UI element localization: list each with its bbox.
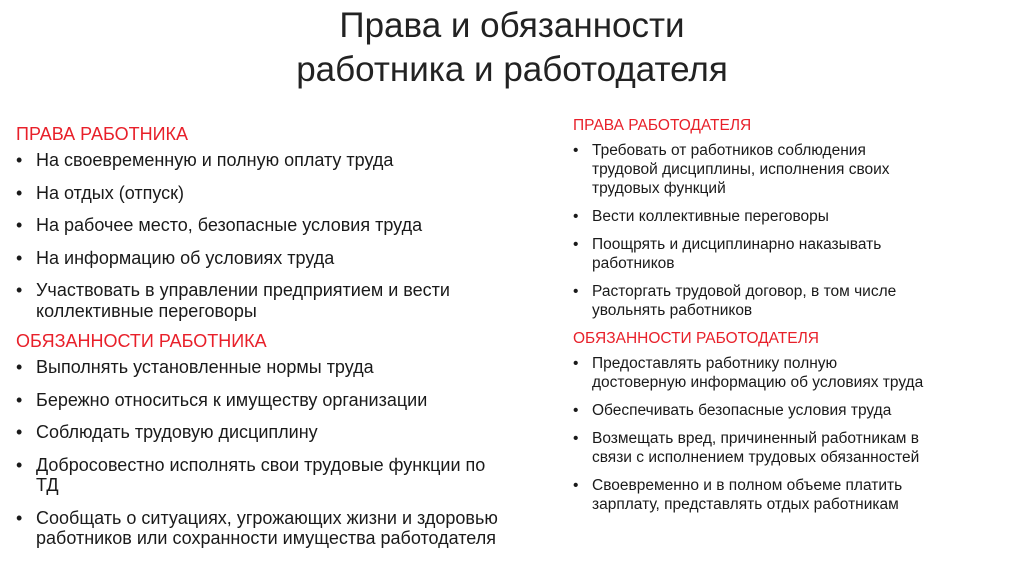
employee-column — [16, 122, 606, 561]
list-item: • На информацию об условиях труда — [16, 248, 606, 269]
employee-duties-list — [16, 357, 606, 549]
list-item: • Своевременно и в полном объеме платить зарплату, представлять отдых работникам — [573, 476, 1013, 514]
employee-rights-list — [16, 150, 606, 321]
list-item: • Расторгать трудовой договор, в том числе увольнять работников — [573, 282, 1013, 320]
employer-rights-heading: ПРАВА РАБОТОДАТЕЛЯ — [573, 117, 752, 134]
list-item: • Бережно относиться к имуществу организации — [16, 390, 606, 411]
list-item: • Требовать от работников соблюдения трудовой дисциплины, исполнения своих трудовых функций — [573, 141, 1013, 198]
list-item: • Сообщать о ситуациях, угрожающих жизни и здоровью работников или сохранности имущества работодателя — [16, 508, 606, 549]
list-item: • На отдых (отпуск) — [16, 183, 606, 204]
employee-duties-heading: ОБЯЗАННОСТИ РАБОТНИКА — [16, 331, 267, 351]
list-item: • Предоставлять работнику полную достоверную информацию об условиях труда — [573, 354, 1013, 392]
list-item: • Поощрять и дисциплинарно наказывать работников — [573, 235, 1013, 273]
list-item: • Возмещать вред, причиненный работникам в связи с исполнением трудовых обязанностей — [573, 429, 1013, 467]
list-item: • Соблюдать трудовую дисциплину — [16, 422, 606, 443]
employer-rights-list — [573, 141, 1013, 320]
slide-title — [0, 4, 1024, 92]
list-item: • Участвовать в управлении предприятием и вести коллективные переговоры — [16, 280, 606, 321]
list-item: • Выполнять установленные нормы труда — [16, 357, 606, 378]
employer-duties-heading: ОБЯЗАННОСТИ РАБОТОДАТЕЛЯ — [573, 330, 819, 347]
slide-title-line-1: Права и обязанности — [339, 6, 685, 45]
list-item: • На рабочее место, безопасные условия труда — [16, 215, 606, 236]
employer-duties-list — [573, 354, 1013, 514]
slide-title-line-2: работника и работодателя — [296, 50, 728, 89]
employer-column — [573, 116, 1013, 523]
employee-rights-heading: ПРАВА РАБОТНИКА — [16, 124, 189, 144]
list-item: • Вести коллективные переговоры — [573, 207, 1013, 226]
list-item: • На своевременную и полную оплату труда — [16, 150, 606, 171]
list-item: • Обеспечивать безопасные условия труда — [573, 401, 1013, 420]
list-item: • Добросовестно исполнять свои трудовые функции по ТД — [16, 455, 606, 496]
